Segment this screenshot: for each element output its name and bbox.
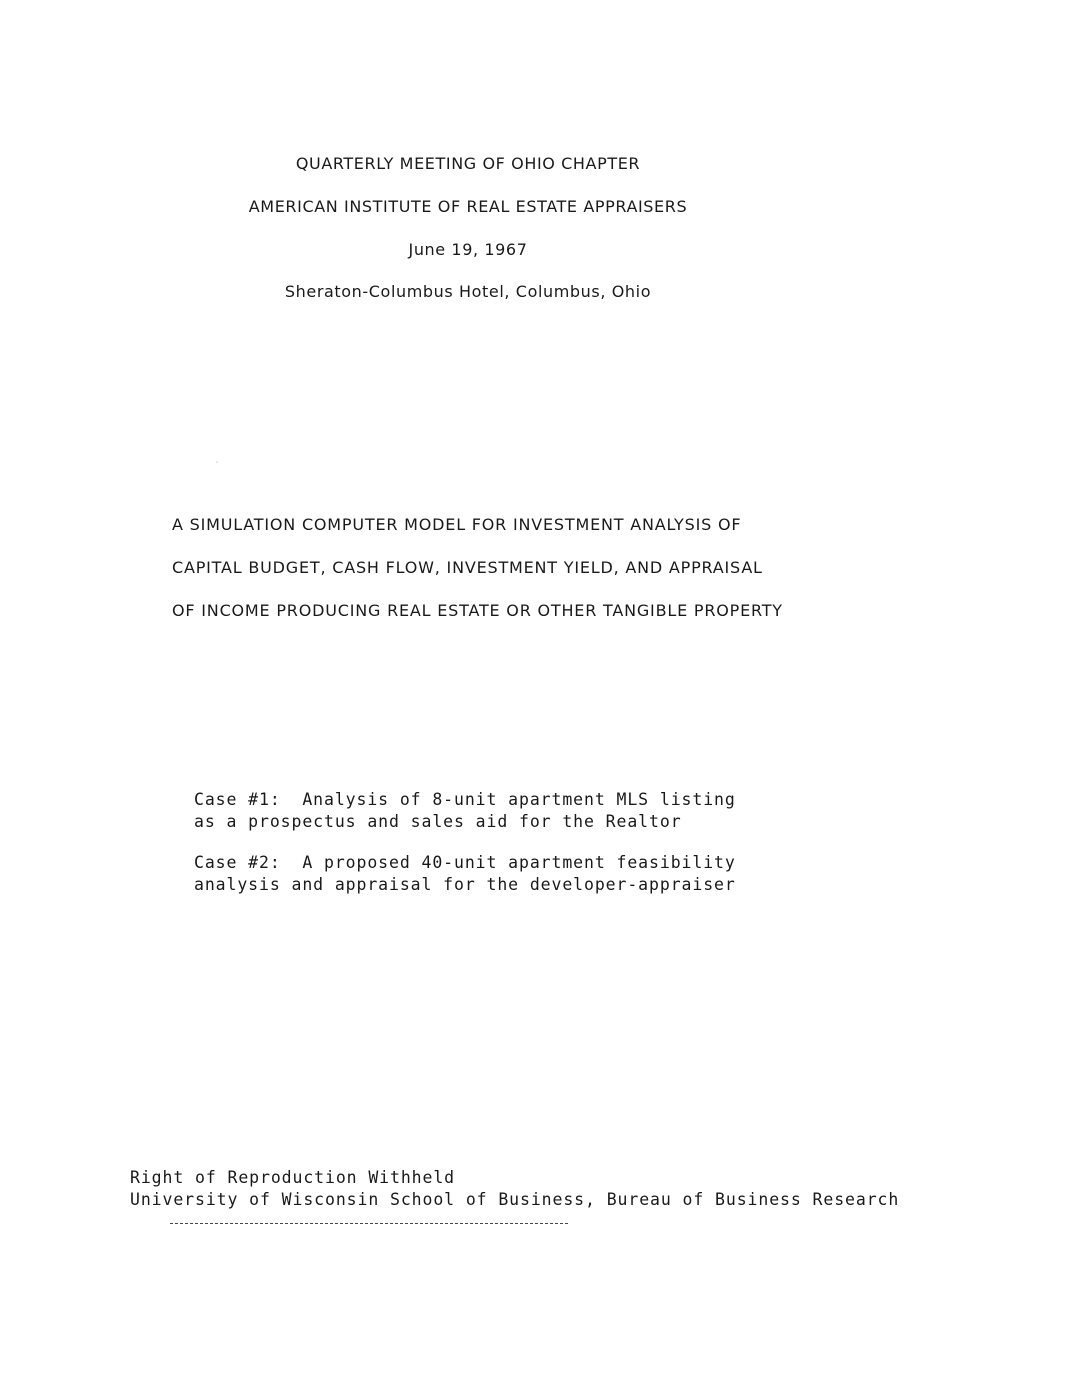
header-institute-line: AMERICAN INSTITUTE OF REAL ESTATE APPRAISERS (248, 197, 688, 216)
header-meeting-line: QUARTERLY MEETING OF OHIO CHAPTER (295, 154, 641, 173)
title-line-3: OF INCOME PRODUCING REAL ESTATE OR OTHER TANGIBLE PROPERTY (172, 601, 783, 620)
header-date-line: June 19, 1967 (408, 240, 528, 259)
case-2-line-1: Case #2: A proposed 40-unit apartment feasibility (194, 853, 736, 872)
footer-rights-line: Right of Reproduction Withheld (130, 1168, 456, 1187)
footer-institution-line: University of Wisconsin School of Business, Bureau of Business Research (130, 1190, 900, 1209)
title-line-2: CAPITAL BUDGET, CASH FLOW, INVESTMENT YIELD, AND APPRAISAL (172, 558, 763, 577)
case-1-line-2: as a prospectus and sales aid for the Realtor (194, 812, 682, 831)
footer-underline (170, 1223, 568, 1224)
header-venue-line: Sheraton-Columbus Hotel, Columbus, Ohio (284, 282, 652, 301)
case-1-line-1: Case #1: Analysis of 8-unit apartment MLS listing (194, 790, 736, 809)
title-line-1: A SIMULATION COMPUTER MODEL FOR INVESTMENT ANALYSIS OF (172, 515, 742, 534)
scan-speck (216, 461, 218, 463)
case-2-line-2: analysis and appraisal for the developer-appraiser (194, 875, 736, 894)
